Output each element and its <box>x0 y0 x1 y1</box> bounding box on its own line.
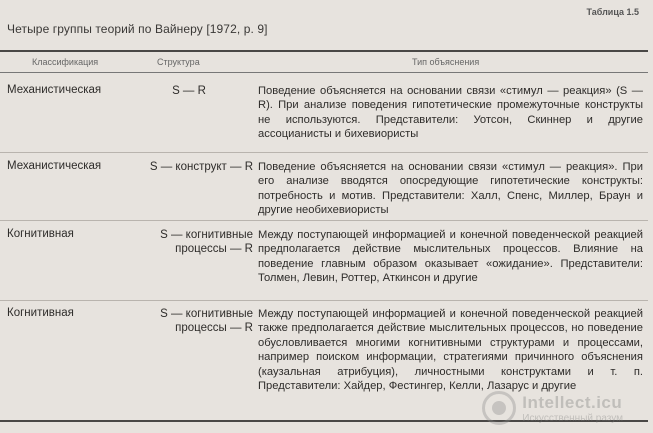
header-structure: Структура <box>157 57 200 67</box>
header-classification: Классификация <box>32 57 99 67</box>
top-rule <box>0 50 648 52</box>
watermark-title: Intellect.icu <box>522 392 623 412</box>
row-explanation: Поведение объясняется на основании связи «стимул — реакция» (S — R). При анализе поведения гипотетические промежуточные конструкты не используются. Представители: Уотсон, Скиннер и другие ассоцианисты и бихевиористы <box>258 85 643 141</box>
table-number: Таблица 1.5 <box>586 7 639 17</box>
row-divider <box>0 220 648 221</box>
watermark-subtitle: Искусственный разум <box>522 412 623 424</box>
row-classification: Механистическая <box>7 84 102 96</box>
structure-line: S — когнитивные <box>160 308 253 320</box>
row-classification: Механистическая <box>7 160 102 172</box>
row-classification: Когнитивная <box>7 307 74 319</box>
row-explanation: Поведение объясняется на основании связи «стимул — реакция». При его анализе вводятся опосредующие гипотетические конструкты: потребность и мотив. Представители: Халл, Спенс, Миллер, Браун и другие необихевиористы <box>258 161 643 217</box>
header-rule <box>0 72 648 73</box>
row-structure <box>125 160 253 174</box>
row-structure <box>125 228 253 256</box>
structure-line: процессы — R <box>175 322 253 334</box>
row-divider <box>0 152 648 153</box>
row-explanation: Между поступающей информацией и конечной поведенческой реакцией также предполагается действие мыслительных процессов, но поведение обусловливается многими когнитивными структурами и процессами, например поиском информации, стратегиями причинного объяснения (каузальная атрибуция), личностными конструктами и т. п. Представители: Хайдер, Фестингер, Келли, Лазарус и другие <box>258 308 643 393</box>
structure-line: S — R <box>172 85 206 97</box>
structure-line: процессы — R <box>175 243 253 255</box>
row-structure <box>125 307 253 335</box>
bottom-rule <box>0 420 648 422</box>
watermark-text <box>522 393 623 424</box>
row-explanation: Между поступающей информацией и конечной поведенческой реакцией предполагается действие мыслительных процессов. Влияние на поведение главным образом оказывает «ожидание». Представители: Толмен, Левин, Роттер, Аткинсон и другие <box>258 229 643 285</box>
table-caption: Четыре группы теорий по Вайнеру [1972, р. 9] <box>7 22 268 36</box>
structure-line: S — конструкт — R <box>149 161 253 173</box>
header-explanation: Тип объяснения <box>412 57 480 67</box>
row-divider <box>0 300 648 301</box>
row-structure <box>125 84 253 98</box>
structure-line: S — когнитивные <box>160 229 253 241</box>
row-classification: Когнитивная <box>7 228 74 240</box>
